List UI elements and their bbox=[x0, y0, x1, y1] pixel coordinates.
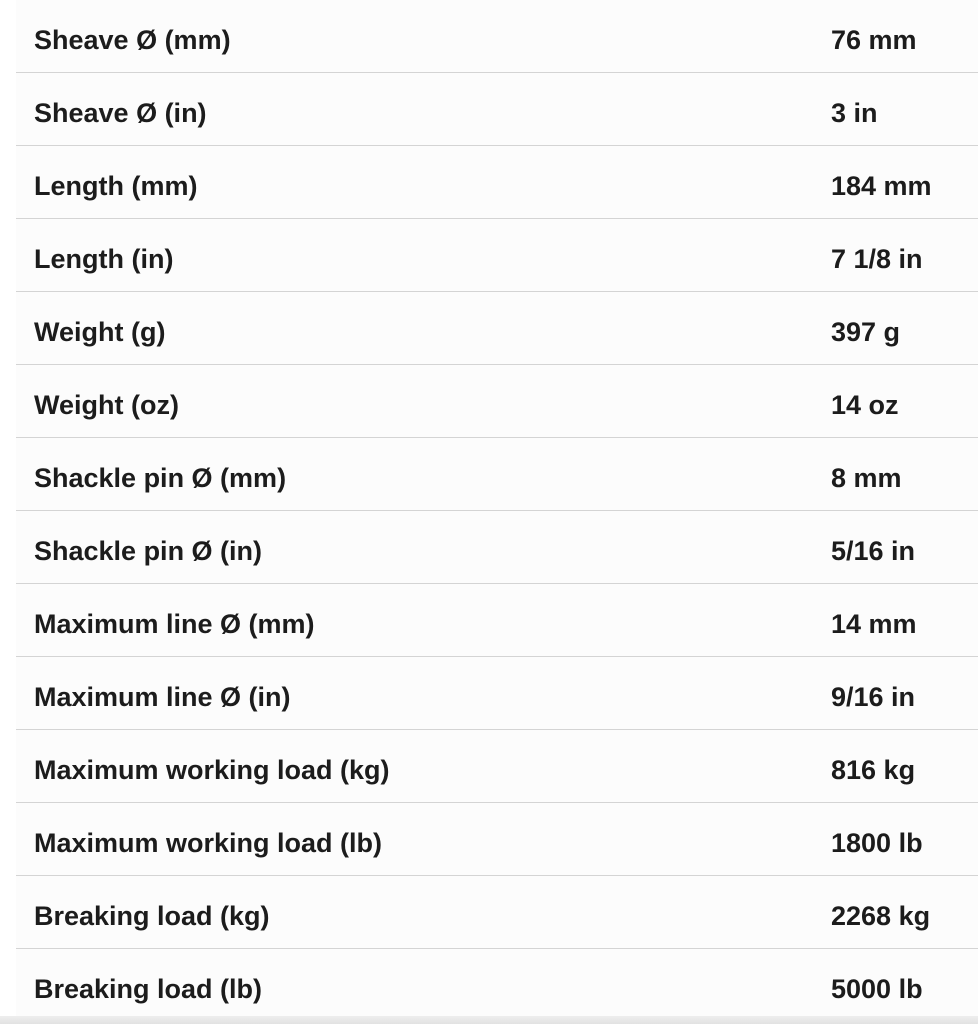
spec-label: Maximum line Ø (in) bbox=[34, 682, 291, 712]
spec-label: Weight (oz) bbox=[34, 390, 179, 420]
spec-value: 9/16 in bbox=[831, 682, 916, 712]
spec-label: Sheave Ø (mm) bbox=[34, 25, 231, 55]
spec-label: Sheave Ø (in) bbox=[34, 98, 207, 128]
table-row bbox=[16, 876, 978, 949]
spec-value: 3 in bbox=[831, 98, 878, 128]
table-row bbox=[16, 146, 978, 219]
table-row bbox=[16, 657, 978, 730]
spec-value: 76 mm bbox=[831, 25, 917, 55]
specifications-table bbox=[16, 0, 978, 1022]
spec-label: Weight (g) bbox=[34, 317, 166, 347]
spec-label: Breaking load (kg) bbox=[34, 901, 270, 931]
spec-value: 184 mm bbox=[831, 171, 932, 201]
table-row bbox=[16, 0, 978, 73]
spec-label: Breaking load (lb) bbox=[34, 974, 263, 1004]
spec-value: 5000 lb bbox=[831, 974, 923, 1004]
spec-label: Shackle pin Ø (mm) bbox=[34, 463, 287, 493]
table-row bbox=[16, 803, 978, 876]
table-row bbox=[16, 584, 978, 657]
spec-value: 397 g bbox=[831, 317, 901, 347]
table-row bbox=[16, 949, 978, 1022]
spec-value: 7 1/8 in bbox=[831, 244, 923, 274]
spec-label: Shackle pin Ø (in) bbox=[34, 536, 263, 566]
table-row bbox=[16, 438, 978, 511]
spec-value: 14 mm bbox=[831, 609, 917, 639]
table-row bbox=[16, 730, 978, 803]
table-row bbox=[16, 219, 978, 292]
table-row bbox=[16, 73, 978, 146]
spec-label: Length (mm) bbox=[34, 171, 198, 201]
spec-label: Maximum line Ø (mm) bbox=[34, 609, 315, 639]
spec-label: Length (in) bbox=[34, 244, 174, 274]
bottom-edge-shadow bbox=[0, 1016, 978, 1024]
spec-value: 1800 lb bbox=[831, 828, 923, 858]
spec-value: 5/16 in bbox=[831, 536, 916, 566]
spec-label: Maximum working load (kg) bbox=[34, 755, 390, 785]
table-row bbox=[16, 365, 978, 438]
spec-value: 8 mm bbox=[831, 463, 902, 493]
spec-value: 816 kg bbox=[831, 755, 916, 785]
spec-value: 14 oz bbox=[831, 390, 899, 420]
table-row bbox=[16, 292, 978, 365]
spec-value: 2268 kg bbox=[831, 901, 931, 931]
table-row bbox=[16, 511, 978, 584]
spec-label: Maximum working load (lb) bbox=[34, 828, 383, 858]
